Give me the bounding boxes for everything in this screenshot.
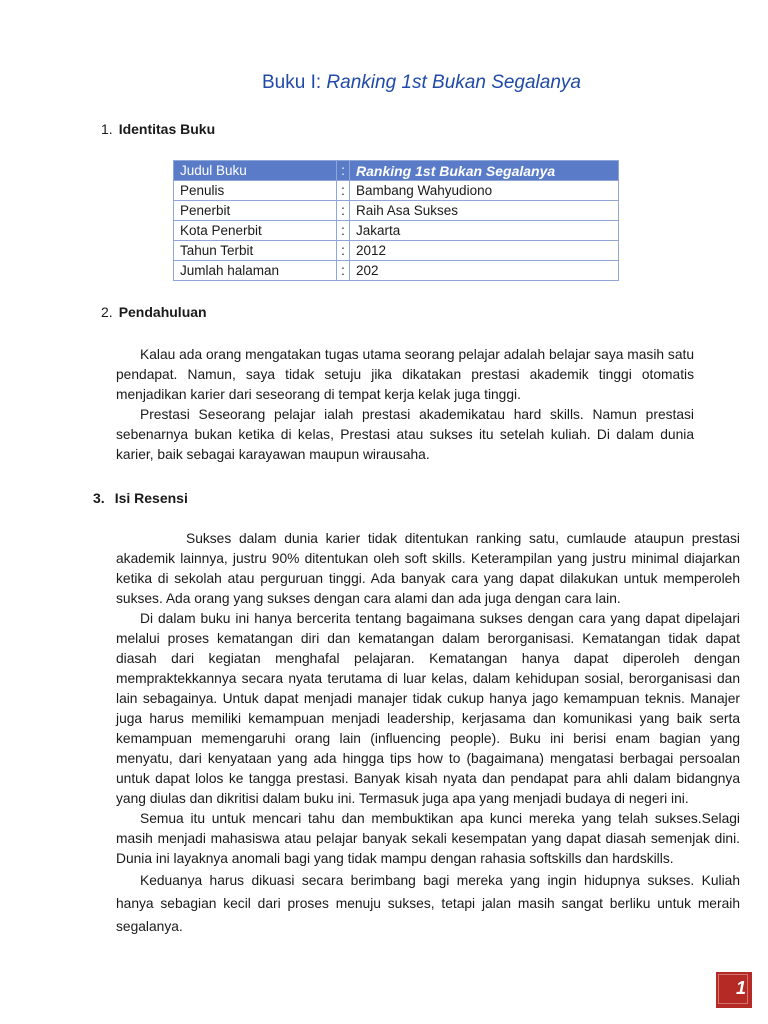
paragraph: Di dalam buku ini hanya bercerita tentang bagaimana sukses dengan cara yang dapat dipelajari melalui proses kematangan diri dan kematangan dalam berorganisasi. Kematangan tidak dapat diasah dari kegiatan menghafal pelajaran. Kematangan hanya dapat diperoleh dengan mempraktekkannya secara nyata terutama di luar kelas, dalam kehidupan sosial, berorganisasi dan lain sebagainya. Untuk dapat menjadi manajer tidak cukup hanya jago kemampuan teknis. Manajer juga harus memiliki kemampuan menjadi leadership, kerjasama dan komunikasi yang baik serta kemampuan memengaruhi orang lain (influencing people). Buku ini berisi enam bagian yang menyatu, dari kenyataan yang ada hingga tips how to (bagaimana) mengatasi berbagai persoalan untuk dapat lolos ke tangga prestasi. Banyak kisah nyata dan pendapat para ahli dalam bidangnya yang diulas dan dikritisi dalam buku ini. Termasuk juga apa yang menjadi budaya di negeri ini. bbox=[116, 611, 740, 806]
paragraph: Kalau ada orang mengatakan tugas utama seorang pelajar adalah belajar saya masih satu pendapat. Namun, saya tidak setuju jika dikatakan prestasi akademik tinggi otomatis menjadikan karier dari seseorang di tempat kerja kelak juga tinggi. bbox=[116, 347, 694, 402]
row-value: 2012 bbox=[350, 241, 619, 261]
row-value: 202 bbox=[350, 261, 619, 281]
row-colon: : bbox=[337, 181, 350, 201]
table-row bbox=[174, 221, 619, 241]
identity-table bbox=[173, 160, 619, 281]
row-value: Ranking 1st Bukan Segalanya bbox=[350, 161, 619, 181]
title-prefix: Buku I: bbox=[262, 72, 327, 93]
section-pendahuluan-heading bbox=[101, 304, 207, 320]
row-label: Penulis bbox=[174, 181, 337, 201]
row-colon: : bbox=[337, 241, 350, 261]
table-row bbox=[174, 241, 619, 261]
row-label: Penerbit bbox=[174, 201, 337, 221]
table-row bbox=[174, 201, 619, 221]
paragraph: Sukses dalam dunia karier tidak ditentukan ranking satu, cumlaude ataupun prestasi akademik lainnya, justru 90% ditentukan oleh soft skills. Keterampilan yang justru minimal diajarkan ketika di sekolah atau perguruan tinggi. Ada banyak cara yang dapat dilakukan untuk memperoleh sukses. Ada orang yang sukses dengan cara alami dan ada juga dengan cara lain. bbox=[116, 531, 740, 606]
paragraph: Keduanya harus dikuasi secara berimbang bagi mereka yang ingin hidupnya sukses. Kuliah hanya sebagian kecil dari proses menuju sukses, tetapi jalan masih sangat berliku untuk meraih segalanya. bbox=[116, 873, 740, 934]
paragraph: Semua itu untuk mencari tahu dan membuktikan apa kunci mereka yang telah sukses.Selagi masih menjadi mahasiswa atau pelajar banyak sekali kesempatan yang dapat diasah semenjak dini. Dunia ini layaknya anomali bagi yang tidak mampu dengan rahasia softskills dan hardskills. bbox=[116, 811, 740, 866]
row-label: Jumlah halaman bbox=[174, 261, 337, 281]
title-book-name: Ranking 1st Bukan Segalanya bbox=[326, 72, 581, 93]
section-number: 2. bbox=[101, 304, 113, 320]
row-value: Raih Asa Sukses bbox=[350, 201, 619, 221]
section-identitas-heading bbox=[101, 121, 215, 137]
row-colon: : bbox=[337, 201, 350, 221]
row-label: Judul Buku bbox=[174, 161, 337, 181]
table-row bbox=[174, 181, 619, 201]
row-value: Jakarta bbox=[350, 221, 619, 241]
section-number: 1. bbox=[101, 121, 113, 137]
section-title: Identitas Buku bbox=[118, 121, 216, 137]
row-colon: : bbox=[337, 161, 350, 181]
pendahuluan-body bbox=[116, 345, 694, 465]
paragraph: Prestasi Seseorang pelajar ialah prestasi akademikatau hard skills. Namun prestasi sebenarnya bukan ketika di kelas, Prestasi atau sukses itu setelah kuliah. Di dalam dunia karier, baik sebagai karayawan maupun wirausaha. bbox=[116, 407, 694, 462]
page-title bbox=[262, 72, 581, 94]
table-row bbox=[174, 161, 619, 181]
row-label: Tahun Terbit bbox=[174, 241, 337, 261]
row-value: Bambang Wahyudiono bbox=[350, 181, 619, 201]
section-title: Isi Resensi bbox=[114, 490, 188, 506]
section-isi-resensi-heading bbox=[93, 490, 188, 506]
section-title: Pendahuluan bbox=[118, 304, 207, 320]
table-row bbox=[174, 261, 619, 281]
page-number-badge: 1 bbox=[716, 972, 752, 1008]
isi-resensi-body bbox=[116, 529, 740, 938]
row-label: Kota Penerbit bbox=[174, 221, 337, 241]
row-colon: : bbox=[337, 261, 350, 281]
section-number: 3. bbox=[93, 490, 105, 506]
row-colon: : bbox=[337, 221, 350, 241]
